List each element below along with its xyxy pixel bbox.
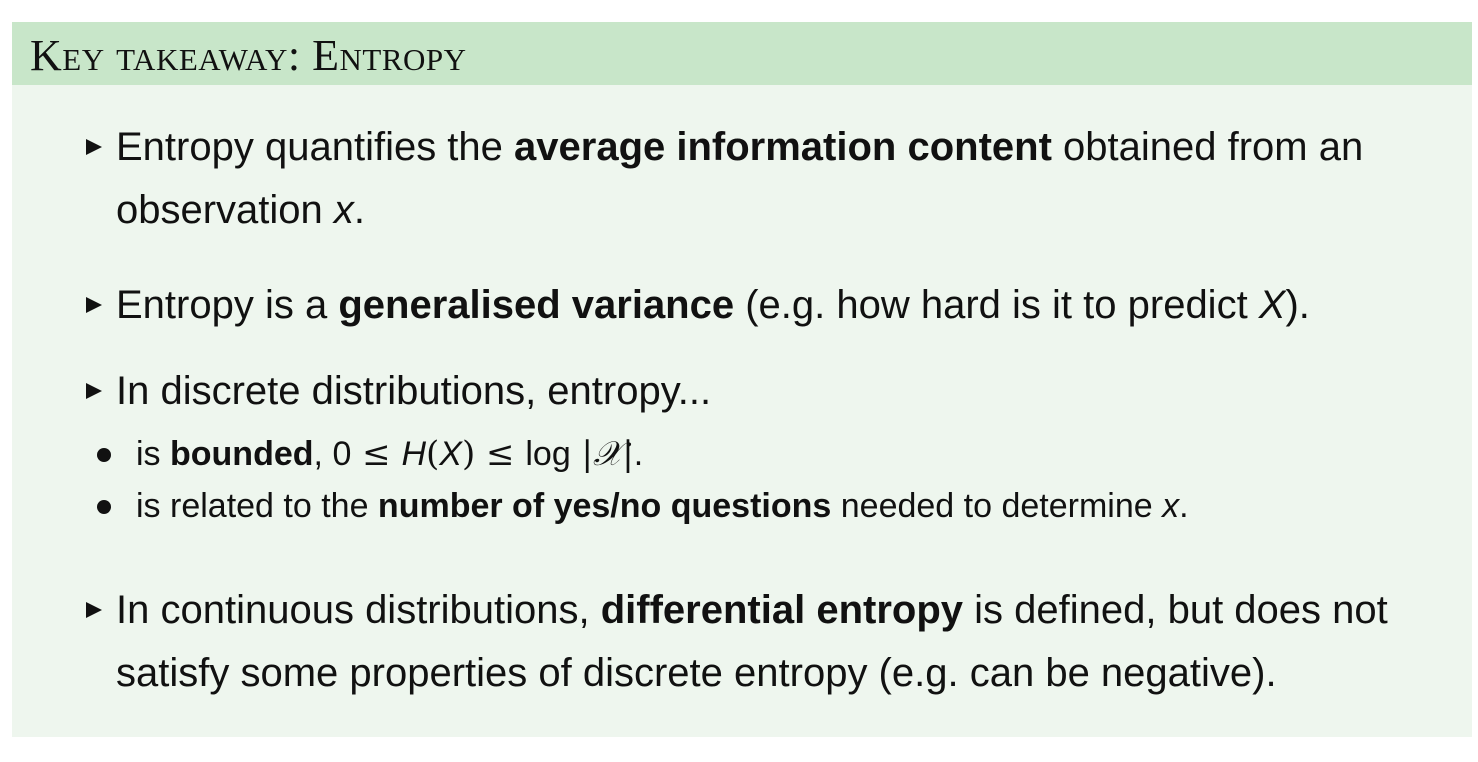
math-leq-symbol: ≤: [351, 434, 402, 474]
bullet-triangle-icon: [86, 602, 102, 618]
bullet-1-var: x: [333, 188, 354, 232]
bullet-4-bold: differential entropy: [600, 588, 963, 632]
bullet-item-1: [116, 116, 1436, 242]
bullet-2-var: X: [1258, 283, 1286, 327]
sub-bullet-1-end: .: [633, 435, 644, 473]
math-log: log: [525, 435, 571, 473]
bullet-item-3: [116, 360, 1436, 423]
bullet-4-text-post: is defined, but does not satisfy some properties of discrete entropy (e.g. can be negative).: [116, 588, 1388, 695]
box-title-bar: [12, 22, 1472, 85]
math-zero: 0: [332, 435, 352, 473]
bullet-1-text-pre: Entropy quantifies the: [116, 125, 515, 169]
bullet-4-text-pre: In continuous distributions,: [116, 588, 601, 632]
bullet-1-end: .: [353, 188, 366, 232]
bullet-1-bold: average information content: [514, 125, 1052, 169]
sub-bullet-2-var: x: [1162, 487, 1180, 525]
bullet-2-bold: generalised variance: [338, 283, 735, 327]
sub-bullet-1-pre: is: [136, 435, 170, 473]
math-paren-close: ): [461, 434, 476, 474]
bullet-item-2: [116, 274, 1436, 337]
bullet-1-text-post: obtained from an observation: [116, 125, 1364, 232]
sub-bullet-2-end: .: [1179, 487, 1189, 525]
sub-bullet-dot-icon: [97, 448, 111, 462]
sub-bullet-item-1: [136, 428, 1436, 480]
bullet-2-text-post: (e.g. how hard is it to predict: [734, 283, 1259, 327]
sub-bullet-1-post: ,: [313, 435, 333, 473]
math-paren-open: (: [426, 434, 440, 474]
sub-bullet-2-bold: number of yes/no questions: [377, 487, 832, 525]
sub-bullet-2-pre: is related to the: [136, 487, 378, 525]
sub-bullet-item-2: [136, 480, 1436, 532]
sub-bullet-dot-icon: [97, 500, 111, 514]
math-abs-bar: |: [570, 434, 593, 474]
bullet-item-4: [116, 579, 1436, 705]
bullet-2-end: ).: [1285, 283, 1310, 327]
bullet-triangle-icon: [86, 383, 102, 399]
math-var-x: X: [439, 435, 462, 473]
bullet-triangle-icon: [86, 297, 102, 313]
bullet-3-text: In discrete distributions, entropy...: [116, 369, 712, 413]
bullet-2-text-pre: Entropy is a: [116, 283, 339, 327]
sub-bullet-1-bold: bounded: [170, 435, 314, 473]
math-calligraphic-x: 𝒳: [593, 434, 623, 474]
math-leq-symbol: ≤: [475, 434, 526, 474]
math-abs-bar: |: [622, 434, 634, 474]
box-title: Key takeaway: Entropy: [30, 31, 467, 80]
sub-bullet-2-post: needed to determine: [831, 487, 1163, 525]
math-entropy-h: H: [401, 435, 427, 473]
bullet-triangle-icon: [86, 139, 102, 155]
